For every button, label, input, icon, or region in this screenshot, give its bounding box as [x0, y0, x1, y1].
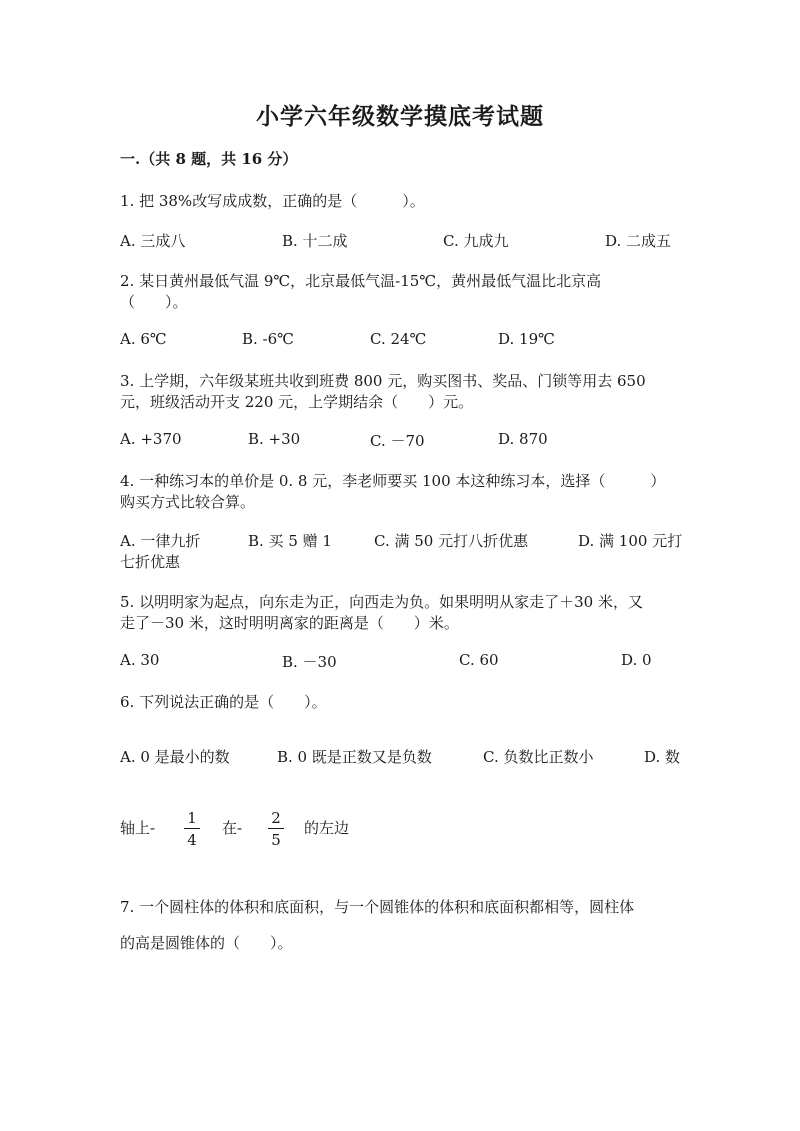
q1-option-a: A. 三成八 [120, 232, 186, 250]
q6-option-c: C. 负数比正数小 [483, 748, 594, 766]
q3-option-a: A. +370 [120, 430, 182, 448]
question-2-text-line1: 2. 某日黄州最低气温 9℃，北京最低气温-15℃，黄州最低气温比北京高 [120, 272, 602, 290]
fraction-denominator: 5 [271, 831, 281, 849]
question-7-text-line2: 的高是圆锥体的（ ）。 [120, 934, 293, 952]
q6-option-d-middle: 在- [222, 819, 243, 837]
q3-option-b: B. +30 [248, 430, 301, 448]
question-5-text-line2: 走了－30 米，这时明明离家的距离是（ ）米。 [120, 614, 459, 632]
question-2-text-line2: （ ）。 [120, 293, 188, 311]
fraction-bar [268, 828, 284, 829]
q6-option-b: B. 0 既是正数又是负数 [277, 748, 432, 766]
question-5-text-line1: 5. 以明明家为起点，向东走为正，向西走为负。如果明明从家走了＋30 米，又 [120, 593, 643, 611]
fraction-numerator: 1 [187, 809, 197, 827]
q2-option-d: D. 19℃ [498, 330, 555, 348]
question-6-text: 6. 下列说法正确的是（ ）。 [120, 693, 327, 711]
q1-option-c: C. 九成九 [443, 232, 509, 250]
q4-option-b: B. 买 5 赠 1 [248, 532, 332, 550]
q2-option-a: A. 6℃ [120, 330, 167, 348]
q5-option-c: C. 60 [459, 651, 499, 669]
fraction-denominator: 4 [187, 831, 197, 849]
q4-option-a: A. 一律九折 [120, 532, 201, 550]
q1-option-b: B. 十二成 [282, 232, 348, 250]
section-heading: 一.（共 8 题，共 16 分） [120, 150, 298, 168]
q6-option-a: A. 0 是最小的数 [120, 748, 230, 766]
q5-option-d: D. 0 [621, 651, 652, 669]
q6-option-d-suffix: 的左边 [304, 819, 350, 837]
q4-option-d: D. 满 100 元打 [578, 532, 683, 550]
q4-option-d-wrap: 七折优惠 [120, 553, 181, 571]
q1-option-d: D. 二成五 [605, 232, 672, 250]
q4-option-c: C. 满 50 元打八折优惠 [374, 532, 529, 550]
q6-option-d-prefix: 轴上- [120, 819, 156, 837]
q2-option-c: C. 24℃ [370, 330, 427, 348]
fraction-numerator: 2 [271, 809, 281, 827]
page-title: 小学六年级数学摸底考试题 [256, 103, 544, 130]
q5-option-b: B. －30 [282, 653, 337, 671]
question-1-text: 1. 把 38%改写成成数，正确的是（ ）。 [120, 192, 425, 210]
fraction-one-quarter [184, 810, 200, 848]
question-4-text-line1: 4. 一种练习本的单价是 0. 8 元，李老师要买 100 本这种练习本，选择（ ） [120, 472, 666, 490]
q5-option-a: A. 30 [120, 651, 160, 669]
fraction-two-fifths [268, 810, 284, 848]
q3-option-d: D. 870 [498, 430, 548, 448]
q3-option-c: C. －70 [370, 432, 425, 450]
q6-option-d: D. 数 [644, 748, 681, 766]
q2-option-b: B. -6℃ [242, 330, 294, 348]
fraction-bar [184, 828, 200, 829]
question-7-text-line1: 7. 一个圆柱体的体积和底面积，与一个圆锥体的体积和底面积都相等，圆柱体 [120, 898, 635, 916]
question-3-text-line1: 3. 上学期，六年级某班共收到班费 800 元，购买图书、奖品、门锁等用去 650 [120, 372, 646, 390]
question-3-text-line2: 元，班级活动开支 220 元，上学期结余（ ）元。 [120, 393, 474, 411]
question-4-text-line2: 购买方式比较合算。 [120, 493, 256, 511]
